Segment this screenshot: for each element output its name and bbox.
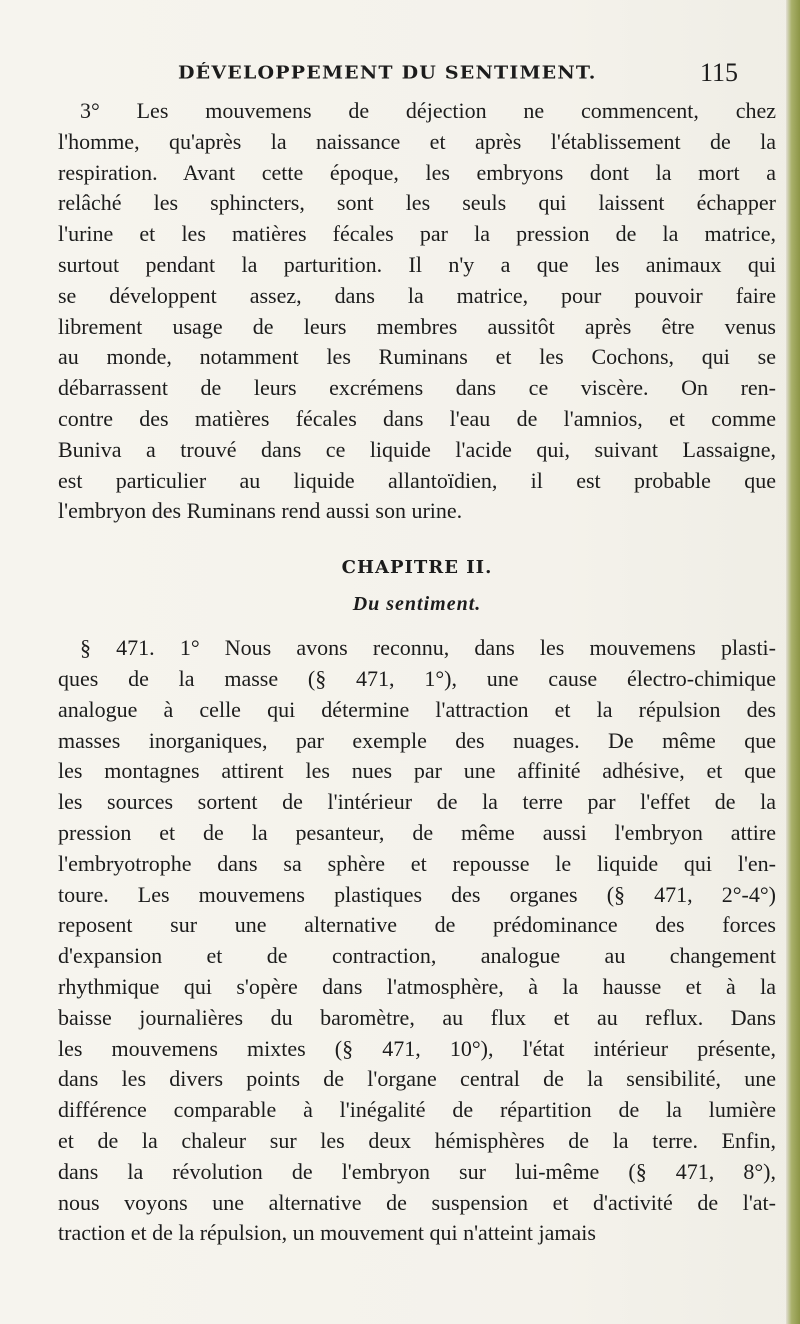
page-number: 115	[699, 58, 738, 87]
text-line: l'urine et les matières fécales par la pression de la matrice,	[58, 221, 776, 247]
text-line: masses inorganiques, par exemple des nuages. De même que	[58, 727, 776, 753]
text-line: l'embryon des Ruminans rend aussi son urine.	[58, 498, 463, 524]
text-line: rhythmique qui s'opère dans l'atmosphère, à la hausse et à la	[58, 973, 776, 999]
page-edge	[786, 0, 800, 1324]
text-line: est particulier au liquide allantoïdien, il est probable que	[58, 467, 776, 493]
paragraph-sentiment	[58, 633, 776, 1249]
text-line: l'homme, qu'après la naissance et après l'établissement de la	[58, 128, 776, 154]
text-line: reposent sur une alternative de prédominance des forces	[58, 912, 776, 938]
text-line: librement usage de leurs membres aussitôt après être venus	[58, 313, 776, 339]
text-line: ques de la masse (§ 471, 1°), une cause électro-chimique	[58, 665, 776, 691]
text-line: baisse journalières du baromètre, au flux et au reflux. Dans	[58, 1004, 776, 1030]
text-line: contre des matières fécales dans l'eau de l'amnios, et comme	[58, 405, 776, 431]
text-line: toure. Les mouvemens plastiques des organes (§ 471, 2°-4°)	[58, 881, 776, 907]
text-line: Buniva a trouvé dans ce liquide l'acide qui, suivant Lassaigne,	[58, 436, 776, 462]
running-head: DÉVELOPPEMENT DU SENTIMENT.	[178, 62, 597, 84]
text-line: dans la révolution de l'embryon sur lui-même (§ 471, 8°),	[58, 1158, 776, 1184]
text-line: les montagnes attirent les nues par une affinité adhésive, et que	[58, 758, 776, 784]
text-line: § 471. 1° Nous avons reconnu, dans les mouvemens plasti-	[80, 635, 776, 661]
text-line: nous voyons une alternative de suspension et d'activité de l'at-	[58, 1189, 776, 1215]
text-line: les mouvemens mixtes (§ 471, 10°), l'état intérieur présente,	[58, 1035, 776, 1061]
text-line: différence comparable à l'inégalité de répartition de la lumière	[58, 1097, 776, 1123]
text-line: relâché les sphincters, sont les seuls qui laissent échapper	[58, 190, 776, 216]
text-line: surtout pendant la parturition. Il n'y a que les animaux qui	[58, 251, 776, 277]
text-line: pression et de la pesanteur, de même aussi l'embryon attire	[58, 819, 776, 845]
text-line: l'embryotrophe dans sa sphère et repousse le liquide qui l'en-	[58, 850, 776, 876]
text-line: 3° Les mouvemens de déjection ne commencent, chez	[80, 98, 776, 123]
page-header	[108, 58, 768, 96]
chapter-title: CHAPITRE II.	[341, 557, 493, 579]
text-line: d'expansion et de contraction, analogue au changement	[58, 943, 776, 969]
body-text	[58, 96, 776, 1249]
text-line: au monde, notamment les Ruminans et les Cochons, qui se	[58, 344, 776, 370]
paragraph-dejection	[58, 96, 776, 527]
text-line: les sources sortent de l'intérieur de la terre par l'effet de la	[58, 789, 776, 815]
text-line: et de la chaleur sur les deux hémisphères de la terre. Enfin,	[58, 1127, 776, 1153]
text-line: débarrassent de leurs excrémens dans ce viscère. On ren-	[58, 375, 776, 401]
text-line: dans les divers points de l'organe central de la sensibilité, une	[58, 1066, 776, 1092]
text-line: traction et de la répulsion, un mouvement qui n'atteint jamais	[58, 1220, 596, 1246]
text-line: respiration. Avant cette époque, les embryons dont la mort a	[58, 159, 776, 185]
chapter-subtitle: Du sentiment.	[352, 593, 482, 616]
text-line: se développent assez, dans la matrice, pour pouvoir faire	[58, 282, 776, 308]
text-line: analogue à celle qui détermine l'attraction et la répulsion des	[58, 696, 776, 722]
